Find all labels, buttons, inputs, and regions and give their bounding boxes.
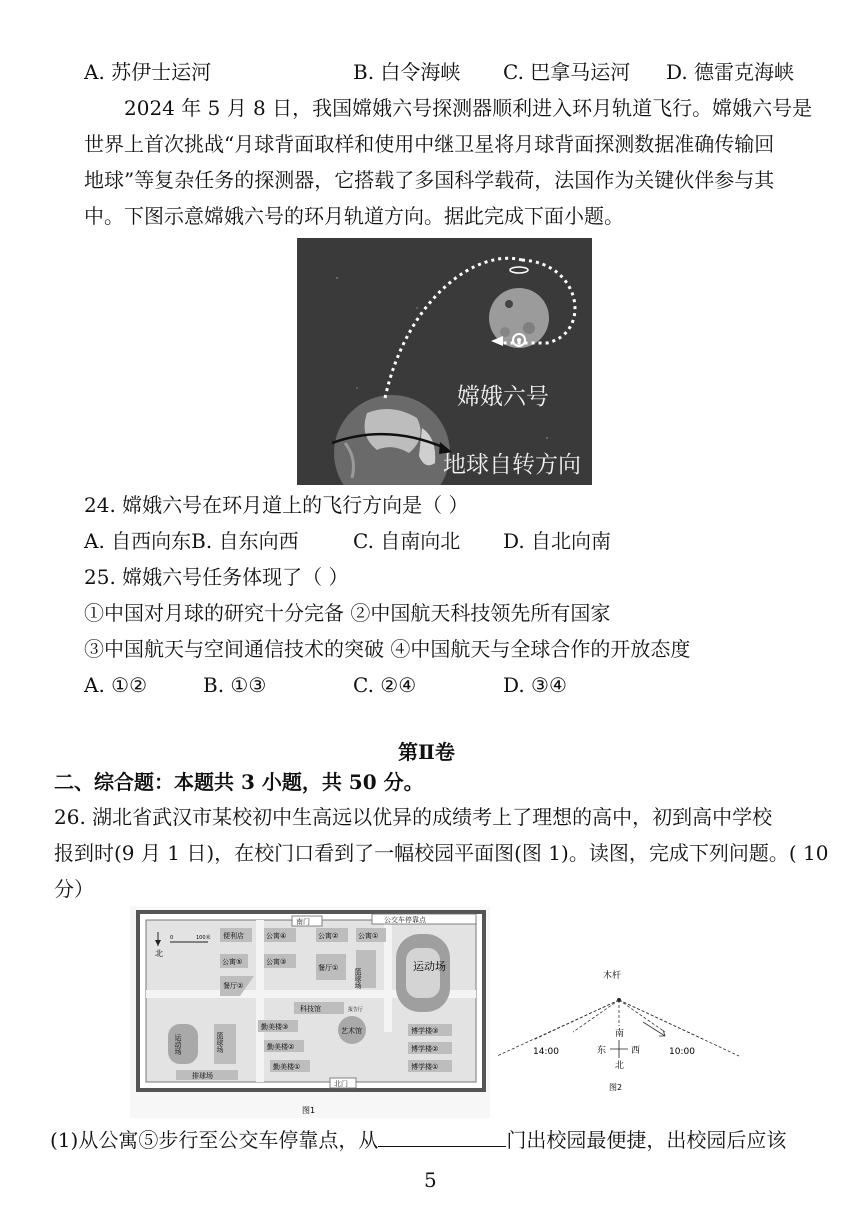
q24-stem: 24. 嫦娥六号在环月道上的飞行方向是（ ）	[84, 493, 469, 517]
q23-option-b: B. 白令海峡	[353, 60, 461, 84]
q24-option-c: C. 自南向北	[353, 529, 461, 553]
apartment-4-label: 公寓④	[266, 932, 287, 940]
compass-north: 北	[615, 1061, 625, 1071]
boxue-building-2-label: 博学楼②	[411, 1045, 439, 1053]
q26-line-3: 分）	[54, 877, 94, 901]
q25-option-b: B. ①③	[203, 673, 267, 697]
time-right-label: 10:00	[669, 1047, 695, 1057]
q23-option-c: C. 巴拿马运河	[503, 60, 631, 84]
small-sports-field-label: 运动场	[174, 1034, 182, 1055]
compass-east: 东	[597, 1046, 607, 1056]
qinmei-building-1-label: 勤美楼①	[273, 1063, 301, 1071]
q26-line-2: 报到时(9 月 1 日)，在校门口看到了一幅校园平面图(图 1)。读图，完成下列问题。( 10	[54, 841, 829, 865]
figure-1-caption: 图1	[302, 1106, 316, 1115]
north-gate-label: 北门	[334, 1080, 348, 1088]
apartment-2-label: 公寓②	[318, 932, 339, 940]
scale-value: 100米	[196, 935, 211, 941]
shadow-diagram	[493, 966, 743, 1096]
north-arrow-label: 北	[155, 949, 163, 958]
intro-line-4: 中。下图示意嫦娥六号的环月轨道方向。据此完成下面小题。	[84, 204, 624, 228]
q23-option-a: A. 苏伊士运河	[84, 60, 212, 84]
apartment-3-label: 公寓③	[266, 958, 287, 966]
q26-1-prefix: (1)从公寓⑤步行至公交车停靠点，从	[50, 1128, 379, 1152]
figure-2-caption: 图2	[609, 1083, 623, 1092]
store-label: 便利店	[223, 932, 244, 940]
pole-label: 木杆	[603, 971, 622, 981]
art-museum-label: 艺术馆	[341, 1027, 362, 1035]
volleyball-court-label: 排球场	[192, 1072, 213, 1080]
apartment-5-label: 公寓⑤	[222, 958, 243, 966]
intro-line-1: 2024 年 5 月 8 日，我国嫦娥六号探测器顺利进入环月轨道飞行。嫦娥六号是	[124, 96, 813, 120]
section-title: 第Ⅱ卷	[398, 740, 455, 764]
q25-stem: 25. 嫦娥六号任务体现了（ ）	[84, 565, 349, 589]
time-left-label: 14:00	[533, 1047, 559, 1057]
page-number: 5	[424, 1168, 437, 1192]
q23-option-d: D. 德雷克海峡	[666, 60, 795, 84]
bus-stop-label: 公交车停靠点	[384, 916, 426, 924]
qinmei-building-2-label: 勤美楼②	[267, 1043, 295, 1051]
campus-map	[130, 906, 490, 1118]
basketball-court-south-label: 篮球场	[216, 1032, 224, 1053]
q25-items-line-1: ①中国对月球的研究十分完备 ②中国航天科技领先所有国家	[84, 601, 611, 625]
canteen-1-label: 餐厅①	[318, 964, 339, 972]
small-sports-field	[168, 1024, 198, 1064]
science-museum-label: 科技馆	[300, 1005, 321, 1013]
compass-west: 西	[631, 1046, 641, 1056]
intro-line-3: 地球”等复杂任务的探测器，它搭载了多国科学载荷，法国作为关键伙伴参与其	[84, 168, 775, 192]
boxue-building-1-label: 博学楼①	[411, 1063, 439, 1071]
earth-rotation-label: 地球自转方向	[443, 452, 581, 478]
intro-line-2: 世界上首次挑战“月球背面取样和使用中继卫星将月球背面探测数据准确传输回	[84, 132, 775, 156]
qinmei-building-3-label: 勤美楼③	[261, 1023, 289, 1031]
q25-option-a: A. ①②	[84, 673, 148, 697]
answer-blank[interactable]	[378, 1124, 506, 1147]
probe-label: 嫦娥六号	[457, 384, 549, 410]
q24-option-d: D. 自北向南	[503, 529, 612, 553]
q25-option-c: C. ②④	[353, 673, 417, 697]
compass-south: 南	[615, 1029, 625, 1039]
canteen-2-label: 餐厅②	[223, 982, 244, 990]
q24-options-ab: A. 自西向东B. 自东向西	[84, 529, 299, 553]
boxue-building-3-label: 博学楼③	[411, 1027, 439, 1035]
south-gate-label: 南门	[296, 918, 310, 926]
lecture-hall-label: 报告厅	[348, 1007, 364, 1013]
apartment-1-label: 公寓①	[358, 932, 379, 940]
scale-zero: 0	[170, 935, 174, 941]
basketball-court-north-label: 篮球场	[354, 968, 362, 989]
q26-1-suffix: 门出校园最便捷，出校园后应该	[506, 1128, 787, 1152]
section-header: 二、综合题：本题共 3 小题，共 50 分。	[54, 770, 424, 794]
sports-field-label: 运动场	[413, 960, 446, 973]
change6-orbit-figure	[297, 238, 592, 485]
q26-1-line	[50, 1124, 786, 1154]
q26-line-1: 26. 湖北省武汉市某校初中生高远以优异的成绩考上了理想的高中，初到高中学校	[54, 805, 773, 829]
q25-option-d: D. ③④	[503, 673, 567, 697]
q25-items-line-2: ③中国航天与空间通信技术的突破 ④中国航天与全球合作的开放态度	[84, 637, 691, 661]
